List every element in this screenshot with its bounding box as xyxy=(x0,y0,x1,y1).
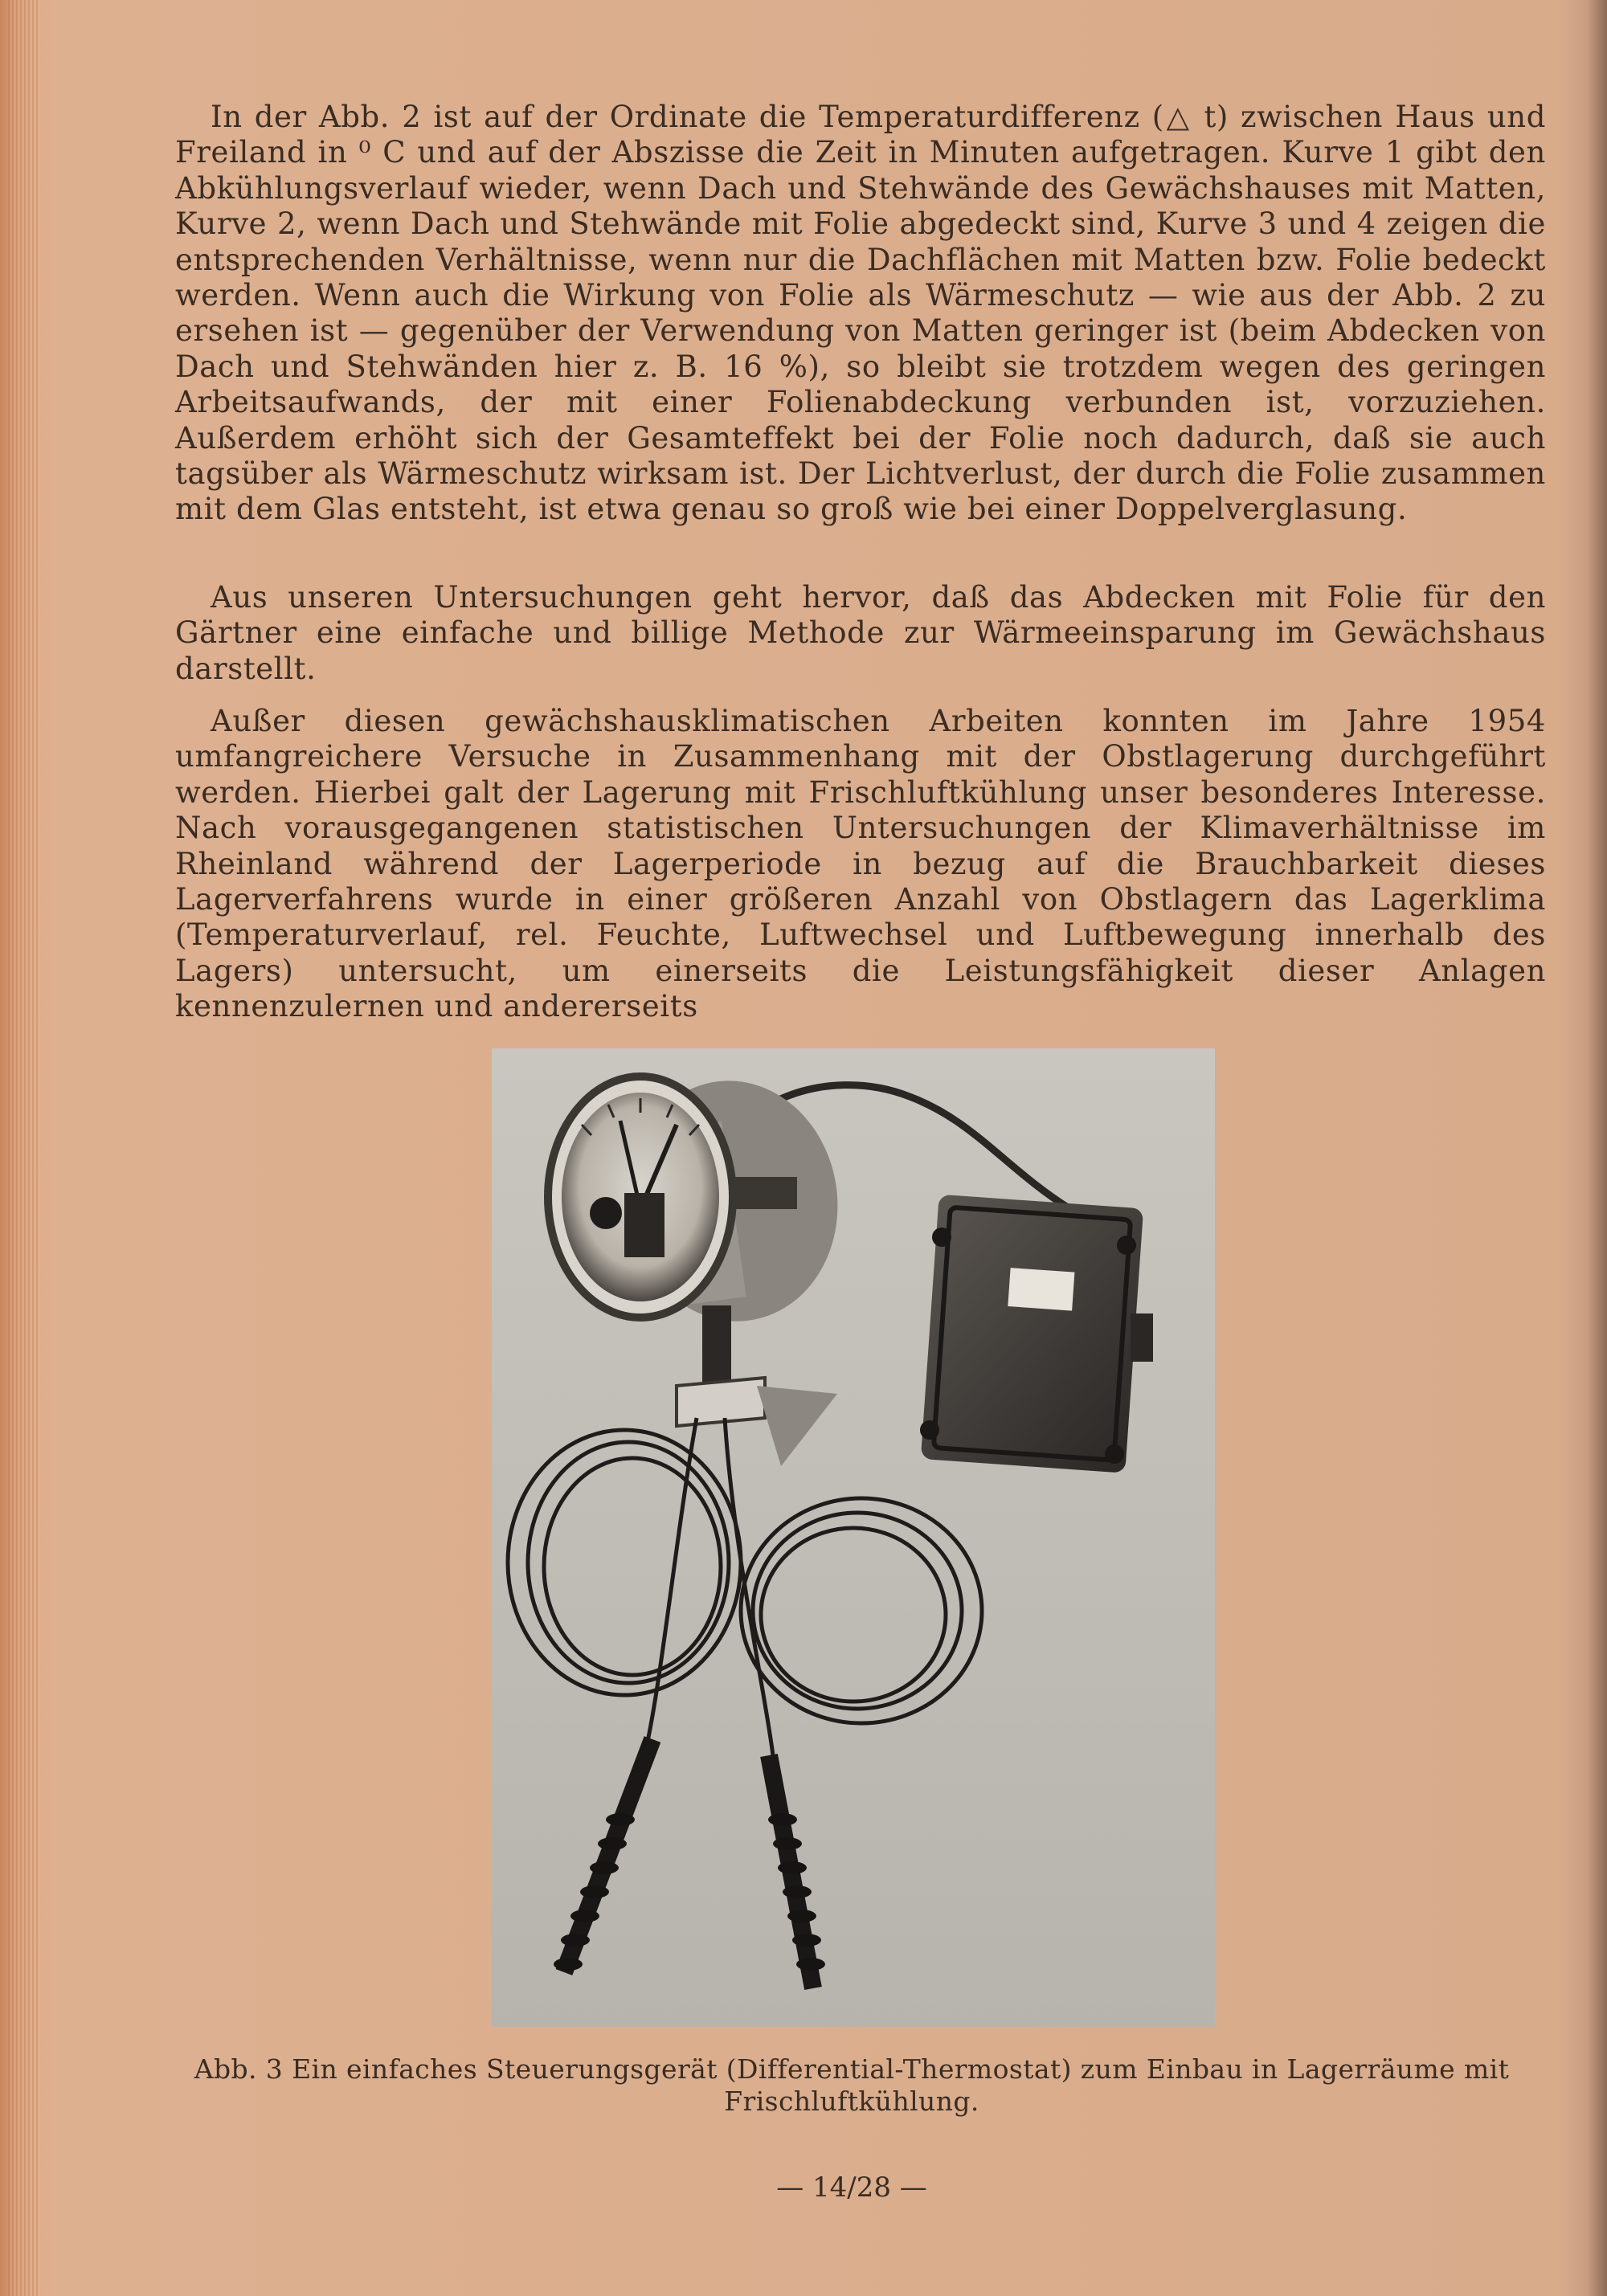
figure-photo-thermostat xyxy=(492,1048,1215,2027)
figure-caption: Abb. 3 Ein einfaches Steuerungsgerät (Differential-Thermostat) zum Einbau in Lagerräume mit Frischluftkühlung. xyxy=(194,2053,1510,2117)
body-text xyxy=(175,704,1546,1025)
paragraph-1: In der Abb. 2 ist auf der Ordinate die Temperaturdifferenz (△ t) zwischen Haus und Freiland in ⁰ C und auf der Abszisse die Zeit in Minuten aufgetragen. Kurve 1 gibt den Abkühlungsverlauf wieder, wenn Dach und Stehwände des Gewächshauses mit Matten, Kurve 2, wenn Dach und Stehwände mit Folie abgedeckt sind, Kurve 3 und 4 zeigen die entsprechenden Verhältnisse, wenn nur die Dachflächen mit Matten bzw. Folie bedeckt werden. Wenn auch die Wirkung von Folie als Wärmeschutz — wie aus der Abb. 2 zu ersehen ist — gegenüber der Verwendung von Matten geringer ist (beim Abdecken von Dach und Stehwänden hier z. B. 16 %), so bleibt sie trotzdem wegen des geringen Arbeitsaufwands, der mit einer Folienabdeckung verbunden ist, vorzuziehen. Außerdem erhöht sich der Gesamteffekt bei der Folie noch dadurch, daß sie auch tagsüber als Wärmeschutz wirksam ist. Der Lichtverlust, der durch die Folie zusammen mit dem Glas entsteht, ist etwa genau so groß wie bei einer Doppelverglasung. xyxy=(175,100,1546,527)
paragraph-3: Außer diesen gewächshausklimatischen Arbeiten konnten im Jahre 1954 umfangreichere Versuche in Zusammenhang mit der Obstlagerung durchgeführt werden. Hierbei galt der Lagerung mit Frischluftkühlung unser besonderes Interesse. Nach vorausgegangenen statistischen Untersuchungen der Klimaverhältnisse im Rheinland während der Lagerperiode in bezug auf die Brauchbarkeit dieses Lagerverfahrens wurde in einer größeren Anzahl von Obstlagern das Lagerklima (Temperaturverlauf, rel. Feuchte, Luftwechsel und Luftbewegung innerhalb des Lagers) untersucht, um einerseits die Leistungsfähigkeit dieser Anlagen kennenzulernen und andererseits xyxy=(175,704,1546,1024)
body-text xyxy=(175,580,1546,687)
body-text xyxy=(175,100,1546,528)
paragraph-2: Aus unseren Untersuchungen geht hervor, daß das Abdecken mit Folie für den Gärtner eine einfache und billige Methode zur Wärmeeinsparung im Gewächshaus darstellt. xyxy=(175,580,1546,686)
page-number: — 14/28 — xyxy=(776,2171,927,2204)
